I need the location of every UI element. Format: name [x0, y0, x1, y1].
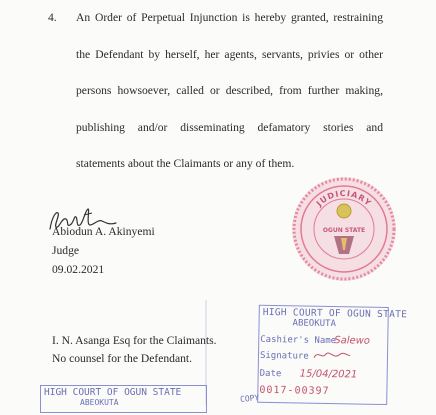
signature-label: Signature — [259, 350, 309, 362]
receipt-number: 0017-00397 — [259, 384, 330, 398]
judge-title: Judge — [52, 244, 80, 257]
cashier-name-value: Salewo — [334, 335, 371, 347]
order-line: An Order of Perpetual Injunction is hereby granted, restraining — [76, 11, 383, 24]
order-line: persons howsoever, called or described, from further making, — [76, 84, 383, 97]
seal-state-text: OGUN STATE — [322, 227, 366, 234]
order-line: statements about the Claimants or any of them. — [76, 157, 295, 170]
judgment-date: 09.02.2021 — [52, 263, 105, 276]
order-line: the Defendant by herself, her agents, servants, privies or other — [76, 47, 383, 61]
paragraph-number: 4. — [48, 11, 57, 24]
stamp-fragment: COPY — [239, 393, 260, 404]
date-value: 15/04/2021 — [299, 368, 358, 381]
judge-name: Abiodun A. Akinyemi — [52, 225, 155, 238]
judiciary-seal — [289, 174, 399, 284]
seal-top-text: JUDICIARY — [314, 188, 374, 209]
counsel-line: No counsel for the Defendant. — [52, 352, 193, 365]
cashier-name-label: Cashier's Name — [260, 334, 337, 347]
stamp-place: ABEOKUTA — [292, 318, 337, 330]
cashier-signature — [312, 348, 352, 363]
cashier-stamp — [257, 305, 408, 407]
counsel-line: I. N. Asanga Esq for the Claimants. — [52, 334, 217, 347]
stamp-court-name: HIGH COURT OF OGUN STATE — [44, 387, 182, 398]
court-stamp-bottom — [40, 385, 210, 415]
date-label: Date — [259, 368, 282, 380]
stamp-court-name: HIGH COURT OF OGUN STATE — [262, 306, 408, 321]
stamp-place: ABEOKUTA — [80, 398, 119, 407]
order-line: publishing and/or disseminating defamatory stories and — [76, 120, 383, 134]
